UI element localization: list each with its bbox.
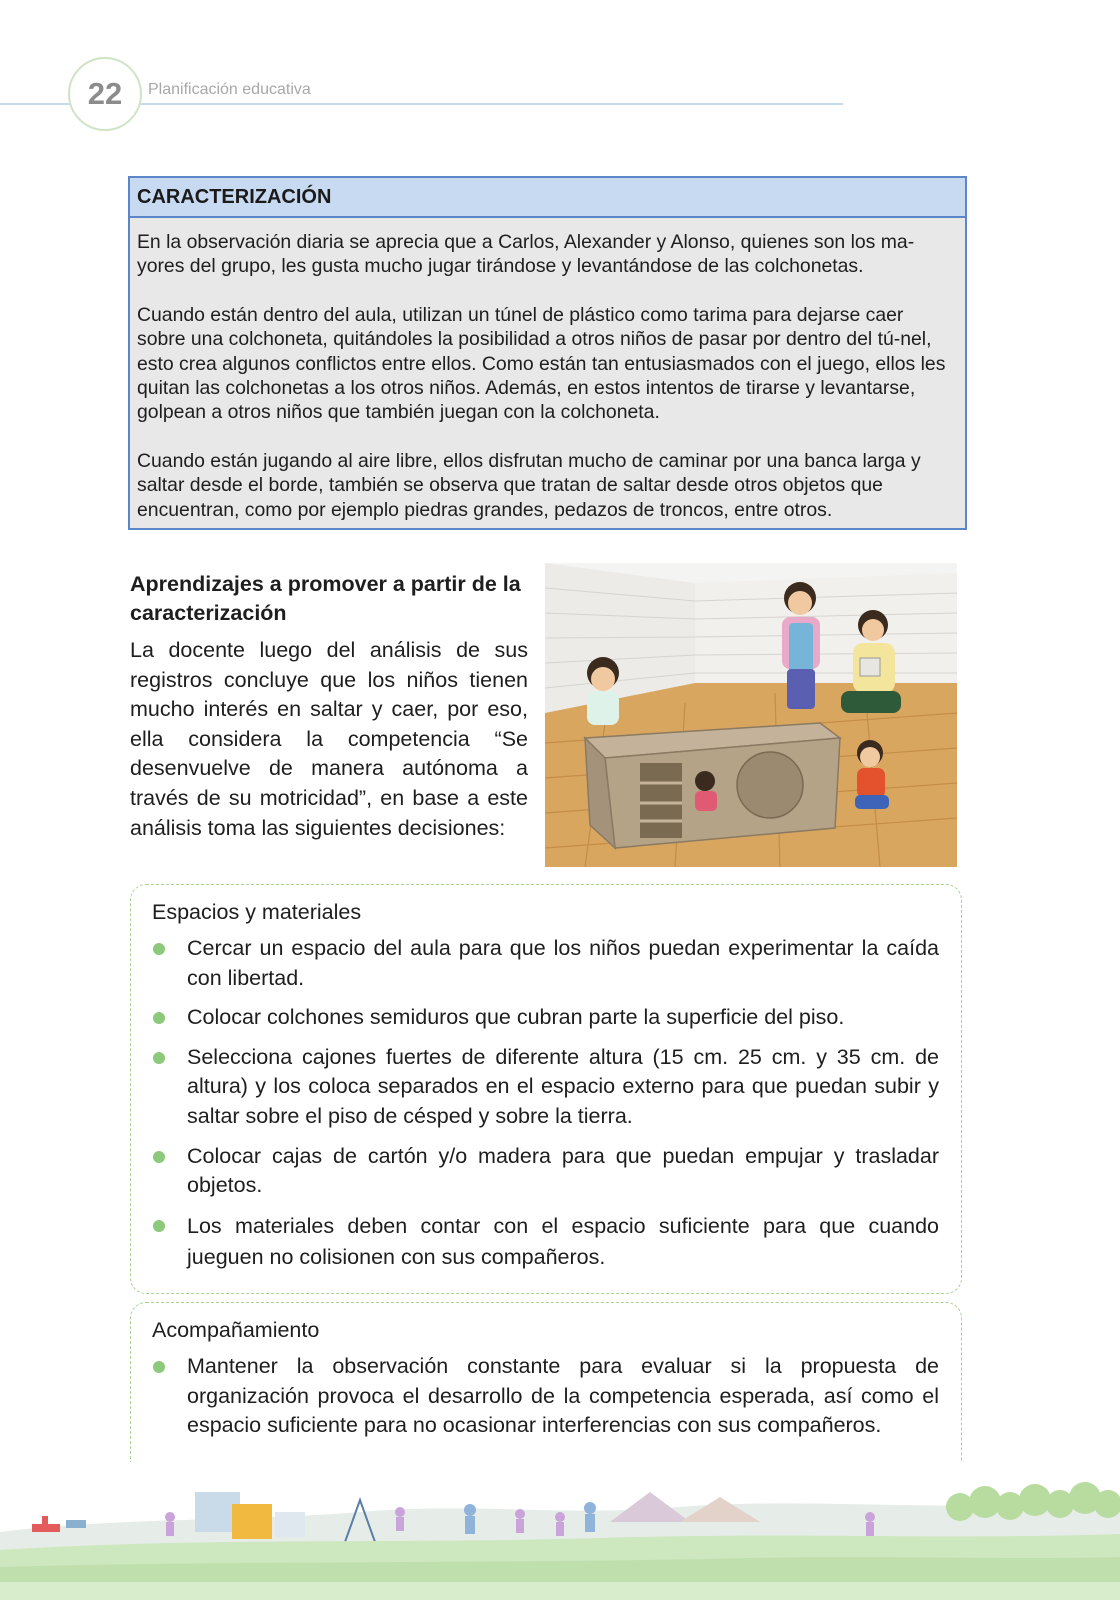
acompanamiento-box: [130, 1302, 962, 1462]
running-head: Planificación educativa: [148, 81, 311, 98]
aprendizajes-body: La docente luego del análisis de sus registros concluye que los niños tienen mucho interés en saltar y caer, por eso, ella considera la competencia “Se desenvuelve de manera autónoma a través de su motricidad”, en base a este análisis toma las siguientes decisiones:: [130, 638, 528, 840]
list-item: [152, 1142, 939, 1201]
caracterizacion-title: CARACTERIZACIÓN: [130, 178, 965, 218]
bullet-icon: [153, 1220, 165, 1232]
bullet-icon: [153, 943, 165, 955]
bullet-icon: [153, 1151, 165, 1163]
page-number: 22: [68, 57, 142, 131]
classroom-illustration: [545, 563, 957, 867]
espacios-list: [152, 934, 939, 1273]
bullet-icon: [153, 1052, 165, 1064]
aprendizajes-title: Aprendizajes a promover a partir de la caracterización: [130, 572, 521, 625]
list-item-text: Colocar cajas de cartón y/o madera para que puedan empujar y trasladar objetos.: [187, 1143, 939, 1198]
espacios-title: Espacios y materiales: [152, 900, 362, 924]
acompanamiento-list: [152, 1352, 939, 1441]
acompanamiento-title: Acompañamiento: [152, 1318, 320, 1342]
list-item-text: Colocar colchones semiduros que cubran parte la superficie del piso.: [187, 1005, 845, 1030]
aprendizajes-section: [130, 570, 528, 843]
caracterizacion-paragraph: En la observación diaria se aprecia que a Carlos, Alexander y Alonso, quienes son los ma-yores del grupo, les gusta mucho jugar tirándose y levantándose de las colchonetas.: [137, 231, 915, 278]
list-item: [152, 1352, 939, 1441]
caracterizacion-paragraph: Cuando están jugando al aire libre, ellos disfrutan mucho de caminar por una banca larga y saltar desde el borde, también se observa que tratan de saltar desde otros objetos que encuentran, como por ejemplo piedras grandes, pedazos de troncos, entre otros.: [137, 449, 921, 521]
list-item-text: Mantener la observación constante para evaluar si la propuesta de organización provoca el desarrollo de la competencia esperada, así como el espacio suficiente para no ocasionar interferencias con sus compañeros.: [187, 1354, 939, 1438]
list-item: [152, 1043, 939, 1132]
list-item-text: Selecciona cajones fuertes de diferente altura (15 cm. 25 cm. y 35 cm. de altura) y los coloca separados en el espacio externo para que puedan subir y saltar sobre el piso de césped y sobre la tierra.: [187, 1044, 939, 1128]
list-item: [152, 1003, 939, 1033]
bullet-icon: [153, 1361, 165, 1373]
caracterizacion-box: [128, 176, 967, 530]
caracterizacion-paragraph: Cuando están dentro del aula, utilizan un túnel de plástico como tarima para dejarse caer sobre una colchoneta, quitándoles la posibilidad a otros niños de pasar por dentro del tú-nel, esto crea algunos conflictos entre ellos. Como están tan entusiasmados con el juego, ellos les quitan las colchonetas a los otros niños. Además, en estos intentos de tirarse y levantarse, golpean a otros niños que también juegan con la colchoneta.: [137, 303, 946, 424]
list-item-text: Los materiales deben contar con el espacio suficiente para que cuando jueguen no colisionen con sus compañeros.: [187, 1213, 939, 1269]
list-item: [152, 1211, 939, 1273]
list-item: [152, 934, 939, 993]
list-item-text: Cercar un espacio del aula para que los niños puedan experimentar la caída con libertad.: [187, 936, 939, 990]
espacios-materiales-box: [130, 884, 962, 1294]
decorative-landscape: [0, 1462, 1120, 1600]
bullet-icon: [153, 1012, 165, 1024]
caracterizacion-body: [130, 218, 965, 522]
